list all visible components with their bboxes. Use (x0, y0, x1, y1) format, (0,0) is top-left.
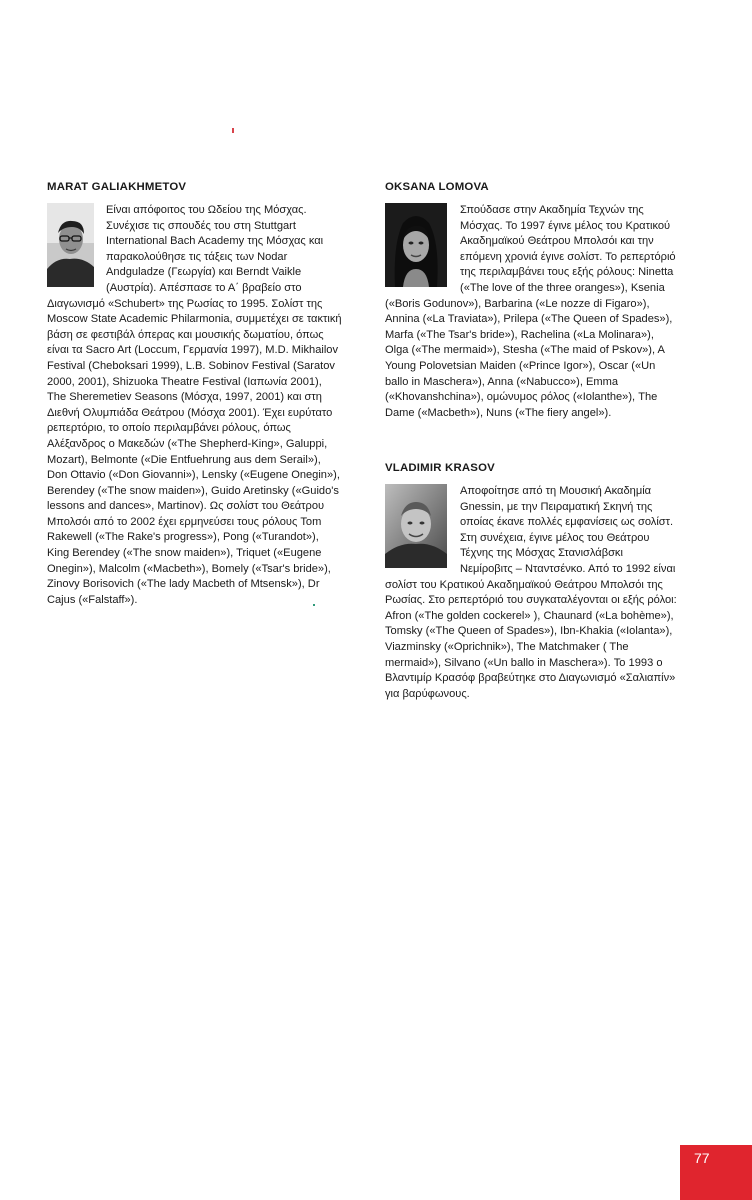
bio-name: OKSANA LOMOVA (385, 181, 489, 193)
bio-oksana-lomova (385, 180, 677, 421)
page-number-box (680, 1145, 752, 1200)
portrait-photo (385, 484, 447, 568)
portrait-photo (385, 203, 447, 287)
print-speck (232, 128, 234, 133)
bio-name: VLADIMIR KRASOV (385, 462, 495, 474)
bio-text: Είναι απόφοιτος του Ωδείου της Μόσχας. Συνέχισε τις σπουδές του στη Stuttgart International Bach Academy της Μόσχας και παρακολούθησε τις τάξεις των Nodar Andguladze (Γεωργία) και Berndt Vaikle (Αυστρία). Απέσπασε το Α΄ βραβείο στο Διαγωνισμό «Schubert» της Ρωσίας το 1995. Σολίστ της Moscow State Academic Philarmonia, συμμετέχει σε τακτική βάση σε φεστιβάλ όπερας και μουσικής δωματίου, όπως είναι τα Sacro Art (Loccum, Γερμανία 1997), M.D. Mikhailov Festival (Cheboksari 1999), L.B. Sobinov Festival (Saratov 2000, 2001), Shizuoka Theatre Festival (Ιαπωνία 2001), The Sheremetiev Seasons (Μόσχα, 1997, 2001) και στη Διεθνή Ολυμπιάδα Θεάτρου (Μόσχα 2001). Έχει ευρύτατο ρεπερτόριο, το οποίο περιλαμβάνει ρόλους, όπως Αλέξανδρος ο Μακεδών («The Shepherd-King», Galuppi, Mozart), Belmonte («Die Entfuehrung aus dem Serail»), Don Ottavio («Don Giovanni»), Lensky («Eugene Onegin»), Berendey («The snow maiden»), Guido Aretinsky («Guido's lessons and dances», Martinov). Ως σολίστ του Θεάτρου Μπολσόι από το 2002 έχει ερμηνεύσει τους ρόλους Tom Rakewell («The Rake's progress»), Pong («Turandot»), King Berendey («The snow maiden»), Triquet («Eugene Onegin»), Malcolm («Macbeth»), Bomely («Tsar's bride»), Zinovy Borisovich («The lady Macbeth of Mtsensk»), Dr Cajus («Falstaff»). (47, 204, 342, 606)
bio-marat-galiakhmetov (47, 180, 343, 608)
bio-text: Σπούδασε στην Ακαδημία Τεχνών της Μόσχας. Το 1997 έγινε μέλος του Κρατικού Ακαδημαϊκού Θεάτρου Μπολσόι και την επόμενη χρονιά έγινε σολίστ. Το ρεπερτόριό της περιλαμβάνει τους εξής ρόλους: Ninetta («The love of the three oranges»), Ksenia («Boris Godunov»), Barbarina («Le nozze di Figaro»), Annina («La Traviata»), Prilepa («The Queen of Spades»), Marfa («The Tsar's bride»), Rachelina («La Molinara»), Olga («The mermaid»), Stesha («The maid of Pskov»), A Young Polovetsian Maiden («Prince Igor»), Oscar («Un ballo in Maschera»), Anna («Nabucco»), Emma («Khovanshchina»), ομώνυμος ρόλος («Iolanthe»), The Dame («Macbeth»), Nuns («The fiery angel»). (385, 204, 676, 419)
page-number: 77 (694, 1150, 710, 1166)
bio-text: Αποφοίτησε από τη Μουσική Ακαδημία Gnessin, με την Πειραματική Σκηνή της οποίας έκανε πολλές εμφανίσεις ως σολίστ. Στη συνέχεια, έγινε μέλος του Θεάτρου Τέχνης της Μόσχας Στανισλάβσκι Νεμίροβιτς – Νταντσένκο. Από το 1992 είναι σολίστ του Κρατικού Ακαδημαϊκού Θεάτρου Μπολσόι της Ρωσίας. Στο ρεπερτόριό του συγκαταλέγονται οι εξής ρόλοι: Afron («The golden cockerel» ), Chaunard («La bohème»), Tomsky («The Queen of Spades»), Ibn-Khakia («Iolanta»), Viazminsky («Oprichnik»), The Matchmaker ( The mermaid»), Silvano («Un ballo in Maschera»). Το 1993 ο Βλαντιμίρ Κρασόφ βραβεύτηκε στο Διαγωνισμό «Σαλιαπίν» για βαρύφωνους. (385, 485, 677, 700)
portrait-photo (47, 203, 94, 287)
bio-vladimir-krasov (385, 461, 677, 702)
bio-name: MARAT GALIAKHMETOV (47, 181, 187, 193)
